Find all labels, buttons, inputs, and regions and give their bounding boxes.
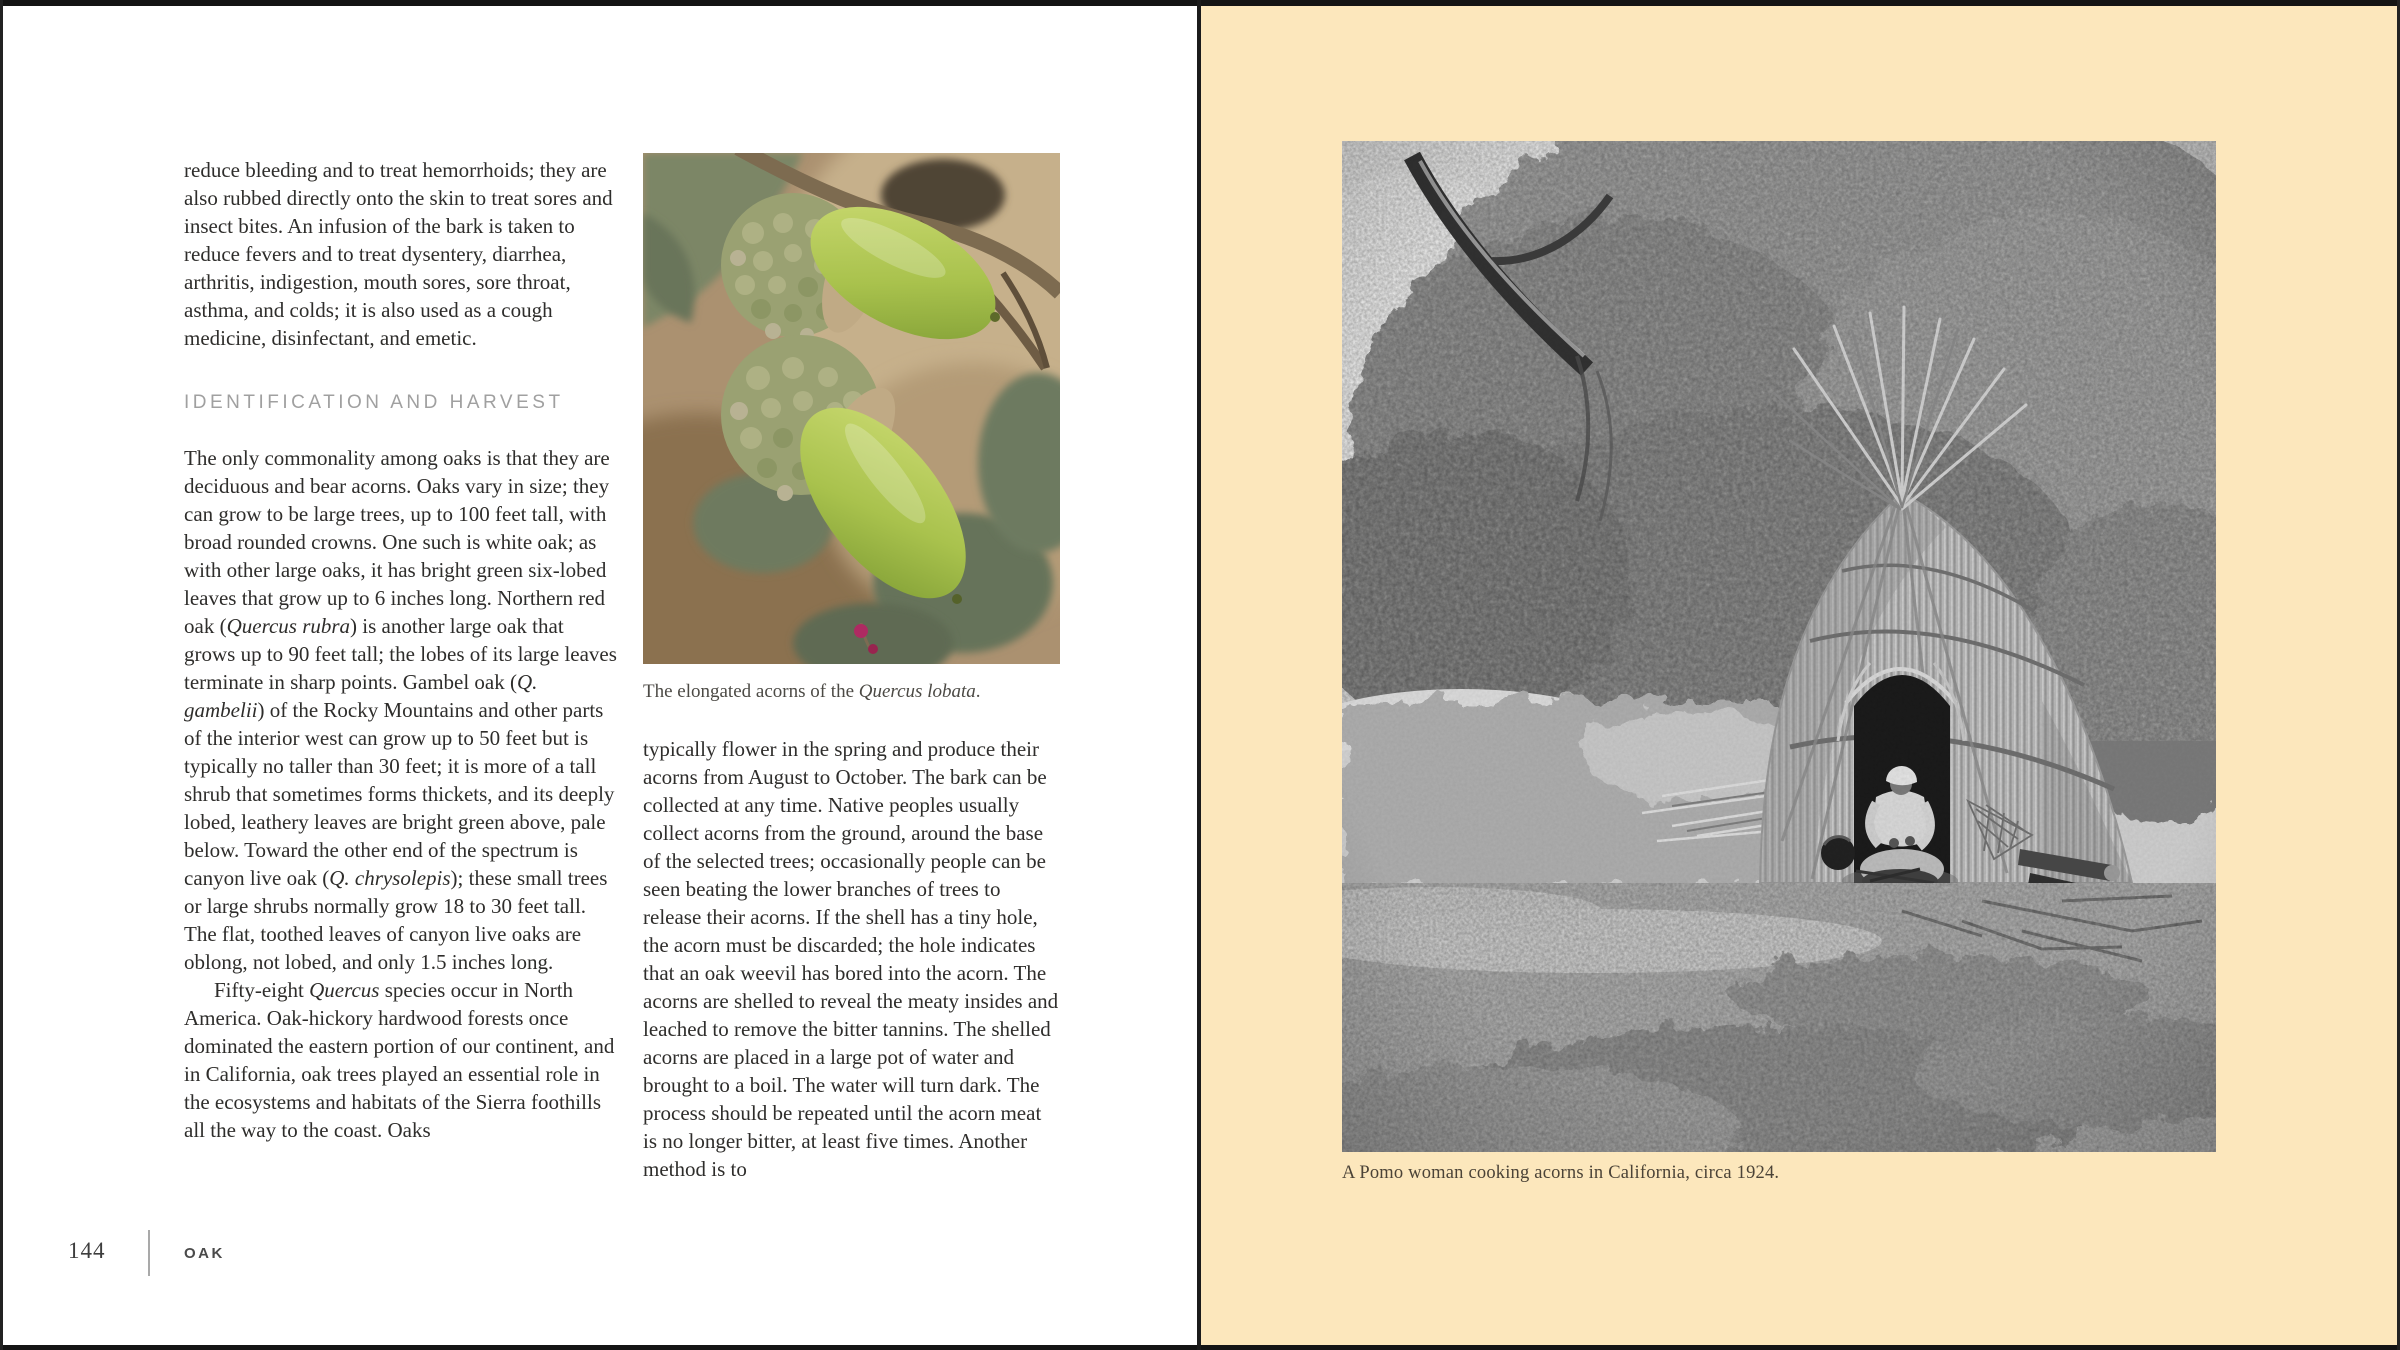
- footer-divider: [148, 1230, 150, 1276]
- left-edge: [0, 0, 3, 1350]
- section-heading: IDENTIFICATION AND HARVEST: [184, 392, 564, 413]
- intro-paragraph: reduce bleeding and to treat hemorrhoids; they are also rubbed directly onto the skin to treat sores and insect bites. An infusion of the bark is taken to reduce fevers and to treat dysentery, diarrhea, arthritis, indigestion, mouth sores, sore throat, asthma, and colds; it is also used as a cough medicine, disinfectant, and emetic.: [184, 158, 613, 350]
- right-page: [1200, 0, 2400, 1350]
- acorn-photo: [643, 153, 1060, 664]
- pomo-photo: [1342, 141, 2216, 1152]
- page-number: 144: [68, 1238, 106, 1263]
- continuation-paragraph: typically flower in the spring and produce their acorns from August to October. The bark can be collected at any time. Native peoples usually collect acorns from the ground, around the base of the selected trees; occasionally people can be seen beating the lower branches of trees to release their acorns. If the shell has a tiny hole, the acorn must be discarded; the hole indicates that an oak weevil has bored into the acorn. The acorns are shelled to reveal the meaty insides and leached to remove the bitter tannins. The shelled acorns are placed in a large pot of water and brought to a boil. The water will turn dark. The process should be repeated until the acorn meat is no longer bitter, at least five times. Another method is to: [643, 737, 1059, 1181]
- pomo-photo-caption: A Pomo woman cooking acorns in California, circa 1924.: [1342, 1163, 1780, 1183]
- running-footer: OAK: [184, 1245, 225, 1262]
- identification-paragraph: The only commonality among oaks is that they are deciduous and bear acorns. Oaks vary in size; they can grow to be large trees, up to 100 feet tall, with broad rounded crowns. One such is white oak; as with other large oaks, it has bright green six-lobed leaves that grow up to 6 inches long. Northern red oak (Quercus rubra) is another large oak that grows up to 90 feet tall; the lobes of its large leaves terminate in sharp points. Gambel oak (Q. gambelii) of the Rocky Mountains and other parts of the interior west can grow up to 50 feet but is typically no taller than 30 feet; it is more of a tall shrub that sometimes forms thickets, and its deeply lobed, leathery leaves are bright green above, pale below. Toward the other end of the spectrum is canyon live oak (Q. chrysolepis); these small trees or large shrubs normally grow 18 to 30 feet tall. The flat, toothed leaves of canyon live oaks are oblong, not lobed, and only 1.5 inches long.: [184, 446, 617, 974]
- right-column: [643, 153, 1060, 1183]
- page-footer: [0, 1228, 600, 1288]
- acorn-photo-caption: The elongated acorns of the Quercus lobata.: [643, 681, 981, 702]
- species-paragraph: Fifty-eight Quercus species occur in North America. Oak-hickory hardwood forests once dominated the eastern portion of our continent, and in California, oak trees played an essential role in the ecosystems and habitats of the Sierra foothills all the way to the coast. Oaks: [184, 978, 615, 1142]
- page-gutter: [1197, 0, 1201, 1350]
- left-column: [184, 156, 620, 1144]
